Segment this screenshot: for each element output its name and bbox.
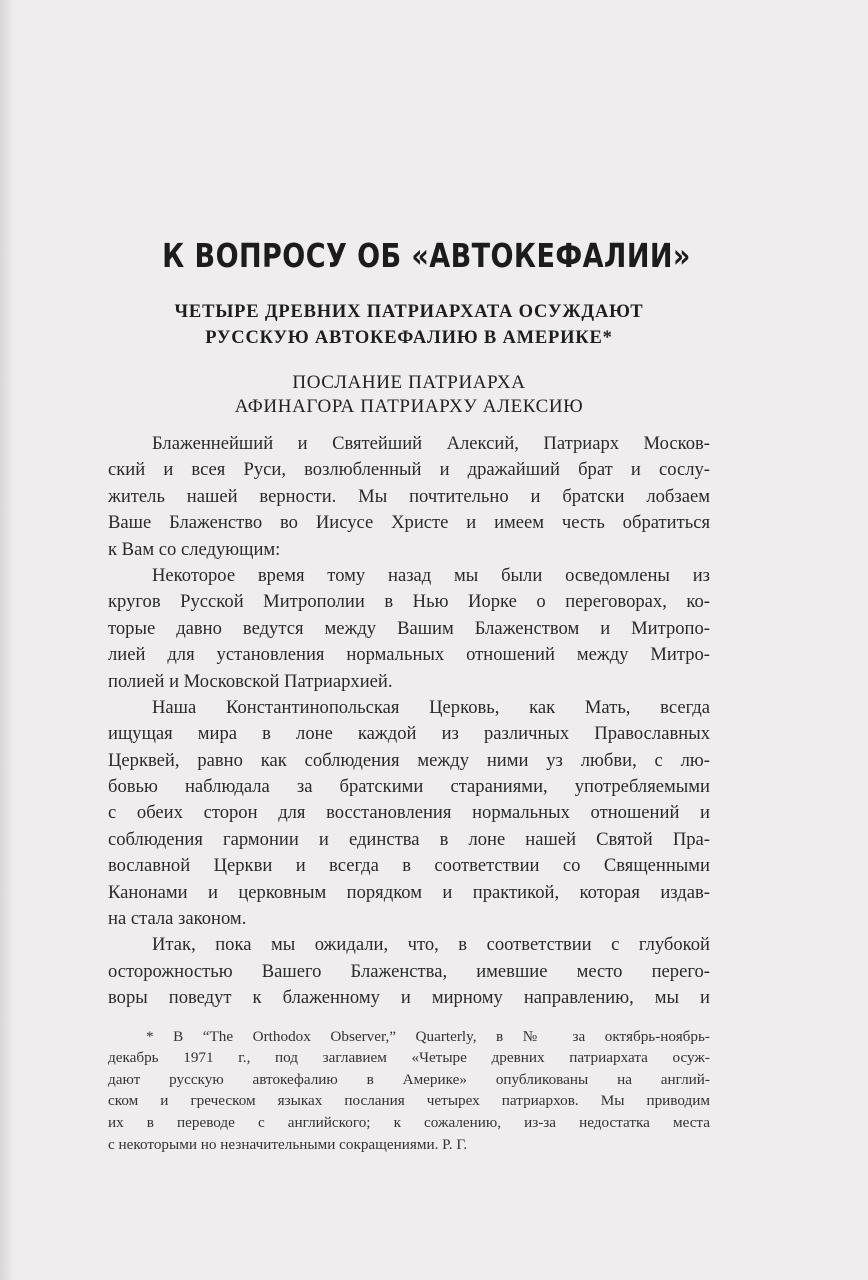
epistle-heading-line: АФИНАГОРА ПАТРИАРХУ АЛЕКСИЮ xyxy=(234,396,584,417)
body-line: житель нашей верности. Мы почтительно и братски лобзаем xyxy=(108,485,710,507)
body-line: на стала законом. xyxy=(108,908,247,930)
body-line: бовью наблюдала за братскими стараниями, употребляемыми xyxy=(108,776,710,798)
body-line: соблюдения гармонии и единства в лоне нашей Святой Пра- xyxy=(108,828,710,850)
body-line: ский и всея Руси, возлюбленный и дражайший брат и сослу- xyxy=(108,459,710,481)
body-line: с обеих сторон для восстановления нормальных отношений и xyxy=(108,802,710,824)
subtitle-line: РУССКУЮ АВТОКЕФАЛИЮ В АМЕРИКЕ* xyxy=(205,328,613,348)
subtitle-line: ЧЕТЫРЕ ДРЕВНИХ ПАТРИАРХАТА ОСУЖДАЮТ xyxy=(174,302,644,322)
body-line: вославной Церкви и всегда в соответствии со Священными xyxy=(108,855,710,877)
footnote-line: их в переводе с английского; к сожалению, из-за недостатка места xyxy=(108,1113,710,1131)
body-line: к Вам со следующим: xyxy=(108,538,281,560)
article-subtitle xyxy=(108,299,710,351)
body-line: полией и Московской Патриархией. xyxy=(108,670,393,692)
body-line: Наша Константинопольская Церковь, как Мать, всегда xyxy=(152,696,710,718)
body-line: торые давно ведутся между Вашим Блаженством и Митропо- xyxy=(108,617,710,639)
document-page xyxy=(108,236,710,1155)
body-line: осторожностью Вашего Блаженства, имевшие место перего- xyxy=(108,960,710,982)
body-line: воры поведут к блаженному и мирному направлению, мы и xyxy=(108,987,710,1009)
body-line: Некоторое время тому назад мы были осведомлены из xyxy=(152,564,710,586)
body-line: лией для установления нормальных отношений между Митро- xyxy=(108,644,710,666)
page-edge-shadow xyxy=(0,0,14,1280)
body-line: Блаженнейший и Святейший Алексий, Патриарх Москов- xyxy=(152,433,710,454)
footnote-line: дают русскую автокефалию в Америке» опубликованы на англий- xyxy=(108,1070,710,1088)
footnote-line: с некоторыми но незначительными сокращениями. Р. Г. xyxy=(108,1135,468,1153)
body-line: ищущая мира в лоне каждой из различных Православных xyxy=(108,723,710,745)
body-line: Ваше Блаженство во Иисусе Христе и имеем честь обратиться xyxy=(108,512,710,534)
body-line: кругов Русской Митрополии в Нью Иорке о переговорах, ко- xyxy=(108,591,710,613)
article-title: К ВОПРОСУ ОБ «АВТОКЕФАЛИИ» xyxy=(162,236,691,275)
footnote-line: декабрь 1971 г., под заглавием «Четыре древних патриархата осуж- xyxy=(108,1049,710,1067)
body-line: Канонами и церковным порядком и практикой, которая издав- xyxy=(108,881,710,903)
body-text xyxy=(108,431,710,1012)
epistle-heading-line: ПОСЛАНИЕ ПАТРИАРХА xyxy=(292,372,526,393)
footnote-line: * В “The Orthodox Observer,” Quarterly, в № за октябрь-ноябрь- xyxy=(146,1027,710,1045)
footnote xyxy=(108,1026,710,1156)
footnote-line: ском и греческом языках послания четырех патриархов. Мы приводим xyxy=(108,1092,710,1110)
epistle-heading xyxy=(108,371,710,419)
body-line: Церквей, равно как соблюдения между ними уз любви, с лю- xyxy=(108,749,710,771)
body-line: Итак, пока мы ожидали, что, в соответствии с глубокой xyxy=(152,934,710,956)
